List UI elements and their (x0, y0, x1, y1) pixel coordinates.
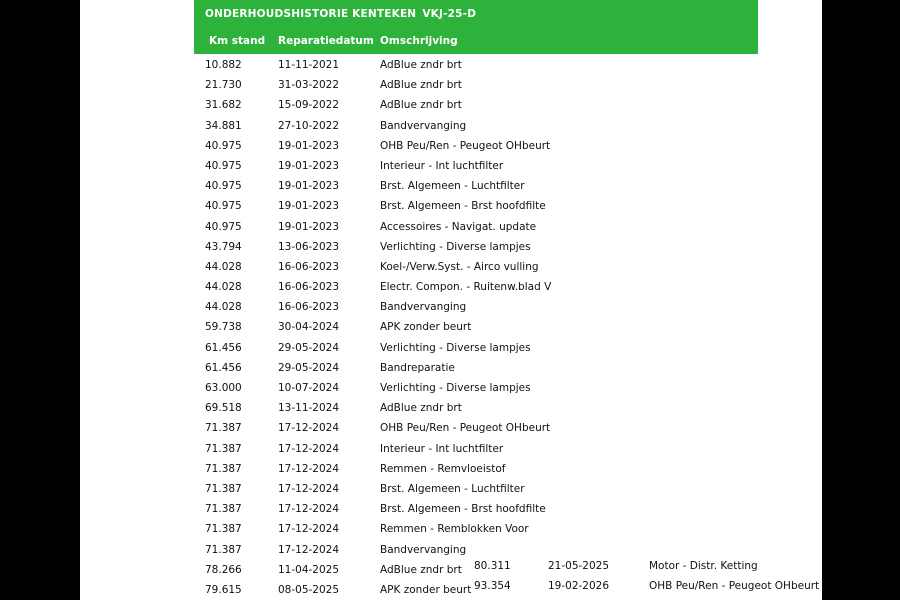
table-row (80, 541, 822, 561)
description-cell: AdBlue zndr brt (380, 99, 462, 112)
date-cell: 17-12-2024 (278, 442, 340, 455)
date-cell: 19-01-2023 (278, 180, 340, 193)
km-cell: 43.794 (205, 240, 242, 253)
description-cell: OHB Peu/Ren - Peugeot OHbeurt (649, 579, 820, 592)
date-cell: 13-11-2024 (278, 402, 340, 415)
date-cell: 21-05-2025 (548, 559, 610, 572)
table-row (80, 419, 822, 439)
km-cell: 44.028 (205, 260, 242, 273)
date-cell: 17-12-2024 (278, 462, 340, 475)
date-cell: 17-12-2024 (278, 523, 340, 536)
description-cell: Motor - Distr. Ketting (649, 559, 758, 572)
description-cell: Bandvervanging (380, 301, 467, 314)
table-row (80, 96, 822, 116)
table-row (80, 520, 822, 540)
description-cell: Remmen - Remvloeistof (380, 462, 506, 475)
description-cell: Brst. Algemeen - Luchtfilter (380, 482, 525, 495)
km-cell: 79.615 (205, 583, 242, 596)
km-cell: 44.028 (205, 301, 242, 314)
description-cell: AdBlue zndr brt (380, 563, 462, 576)
km-cell: 71.387 (205, 442, 242, 455)
table-row (80, 359, 822, 379)
km-cell: 71.387 (205, 543, 242, 556)
column-header-description: Omschrijving (380, 35, 458, 47)
km-cell: 34.881 (205, 119, 242, 132)
date-cell: 30-04-2024 (278, 321, 340, 334)
description-cell: Bandvervanging (380, 119, 467, 132)
date-cell: 27-10-2022 (278, 119, 340, 132)
column-header-date: Reparatiedatum (278, 35, 374, 47)
date-cell: 10-07-2024 (278, 382, 340, 394)
description-cell: AdBlue zndr brt (380, 79, 462, 92)
km-cell: 59.738 (205, 321, 242, 334)
date-cell: 29-05-2024 (278, 341, 340, 354)
date-cell: 16-06-2023 (278, 301, 340, 314)
km-cell: 71.387 (205, 422, 242, 435)
table-row (80, 56, 822, 76)
date-cell: 17-12-2024 (278, 422, 340, 435)
document-page (80, 0, 822, 600)
table-row (80, 298, 822, 318)
description-cell: Bandvervanging (380, 543, 467, 556)
title-text: ONDERHOUDSHISTORIE KENTEKEN (205, 8, 417, 20)
description-cell: Verlichting - Diverse lampjes (380, 240, 531, 253)
description-cell: Brst. Algemeen - Luchtfilter (380, 180, 525, 193)
table-row (80, 218, 822, 238)
table-row (80, 480, 822, 500)
table-row (80, 76, 822, 96)
km-cell: 63.000 (205, 382, 242, 394)
description-cell: AdBlue zndr brt (380, 402, 462, 415)
date-cell: 17-12-2024 (278, 482, 340, 495)
license-plate: VKJ-25-D (422, 8, 477, 20)
km-cell: 61.456 (205, 361, 242, 374)
date-cell: 31-03-2022 (278, 79, 340, 92)
km-cell: 40.975 (205, 220, 242, 233)
km-cell: 78.266 (205, 563, 242, 576)
date-cell: 19-01-2023 (278, 159, 340, 172)
description-cell: Interieur - Int luchtfilter (380, 442, 504, 455)
description-cell: Electr. Compon. - Ruitenw.blad V (380, 281, 552, 294)
page-title (205, 8, 476, 20)
km-cell: 44.028 (205, 281, 242, 294)
description-cell: Bandreparatie (380, 361, 455, 374)
km-cell: 61.456 (205, 341, 242, 354)
date-cell: 19-01-2023 (278, 139, 340, 152)
date-cell: 16-06-2023 (278, 281, 340, 294)
table-row (80, 238, 822, 258)
table-row (80, 500, 822, 520)
km-cell: 71.387 (205, 503, 242, 516)
km-cell: 71.387 (205, 482, 242, 495)
date-cell: 19-01-2023 (278, 220, 340, 233)
km-cell: 21.730 (205, 79, 242, 92)
table-row (80, 561, 822, 581)
date-cell: 19-02-2026 (548, 579, 610, 592)
table-row (80, 339, 822, 359)
km-cell: 40.975 (205, 200, 242, 213)
description-cell: APK zonder beurt (380, 583, 472, 596)
history-table-body (80, 56, 822, 600)
column-header-km: Km stand (209, 35, 266, 47)
table-row (80, 177, 822, 197)
table-row (80, 137, 822, 157)
description-cell: AdBlue zndr brt (380, 59, 462, 71)
description-cell: Koel-/Verw.Syst. - Airco vulling (380, 260, 539, 273)
date-cell: 11-04-2025 (278, 563, 340, 576)
description-cell: Accessoires - Navigat. update (380, 220, 537, 233)
description-cell: Brst. Algemeen - Brst hoofdfilte (380, 503, 546, 516)
table-row (80, 278, 822, 298)
date-cell: 15-09-2022 (278, 99, 340, 112)
description-cell: APK zonder beurt (380, 321, 472, 334)
table-row (80, 581, 822, 600)
table-row (80, 318, 822, 338)
km-cell: 31.682 (205, 99, 242, 112)
history-header (194, 0, 758, 54)
table-row (80, 197, 822, 217)
description-cell: Brst. Algemeen - Brst hoofdfilte (380, 200, 546, 213)
date-cell: 16-06-2023 (278, 260, 340, 273)
table-row (80, 379, 822, 399)
date-cell: 17-12-2024 (278, 503, 340, 516)
table-row (80, 258, 822, 278)
km-cell: 93.354 (474, 579, 511, 592)
date-cell: 19-01-2023 (278, 200, 340, 213)
km-cell: 40.975 (205, 139, 242, 152)
description-cell: Remmen - Remblokken Voor (380, 523, 529, 536)
description-cell: Interieur - Int luchtfilter (380, 159, 504, 172)
description-cell: OHB Peu/Ren - Peugeot OHbeurt (380, 139, 551, 152)
km-cell: 40.975 (205, 180, 242, 193)
date-cell: 11-11-2021 (278, 59, 340, 71)
table-row (80, 157, 822, 177)
km-cell: 40.975 (205, 159, 242, 172)
table-row (80, 440, 822, 460)
date-cell: 13-06-2023 (278, 240, 340, 253)
date-cell: 17-12-2024 (278, 543, 340, 556)
table-row (80, 399, 822, 419)
description-cell: Verlichting - Diverse lampjes (380, 341, 531, 354)
date-cell: 08-05-2025 (278, 583, 340, 596)
description-cell: OHB Peu/Ren - Peugeot OHbeurt (380, 422, 551, 435)
km-cell: 80.311 (474, 559, 511, 572)
km-cell: 10.882 (205, 59, 242, 71)
description-cell: Verlichting - Diverse lampjes (380, 382, 531, 394)
km-cell: 71.387 (205, 462, 242, 475)
km-cell: 69.518 (205, 402, 242, 415)
table-row (80, 117, 822, 137)
table-row (80, 460, 822, 480)
date-cell: 29-05-2024 (278, 361, 340, 374)
km-cell: 71.387 (205, 523, 242, 536)
